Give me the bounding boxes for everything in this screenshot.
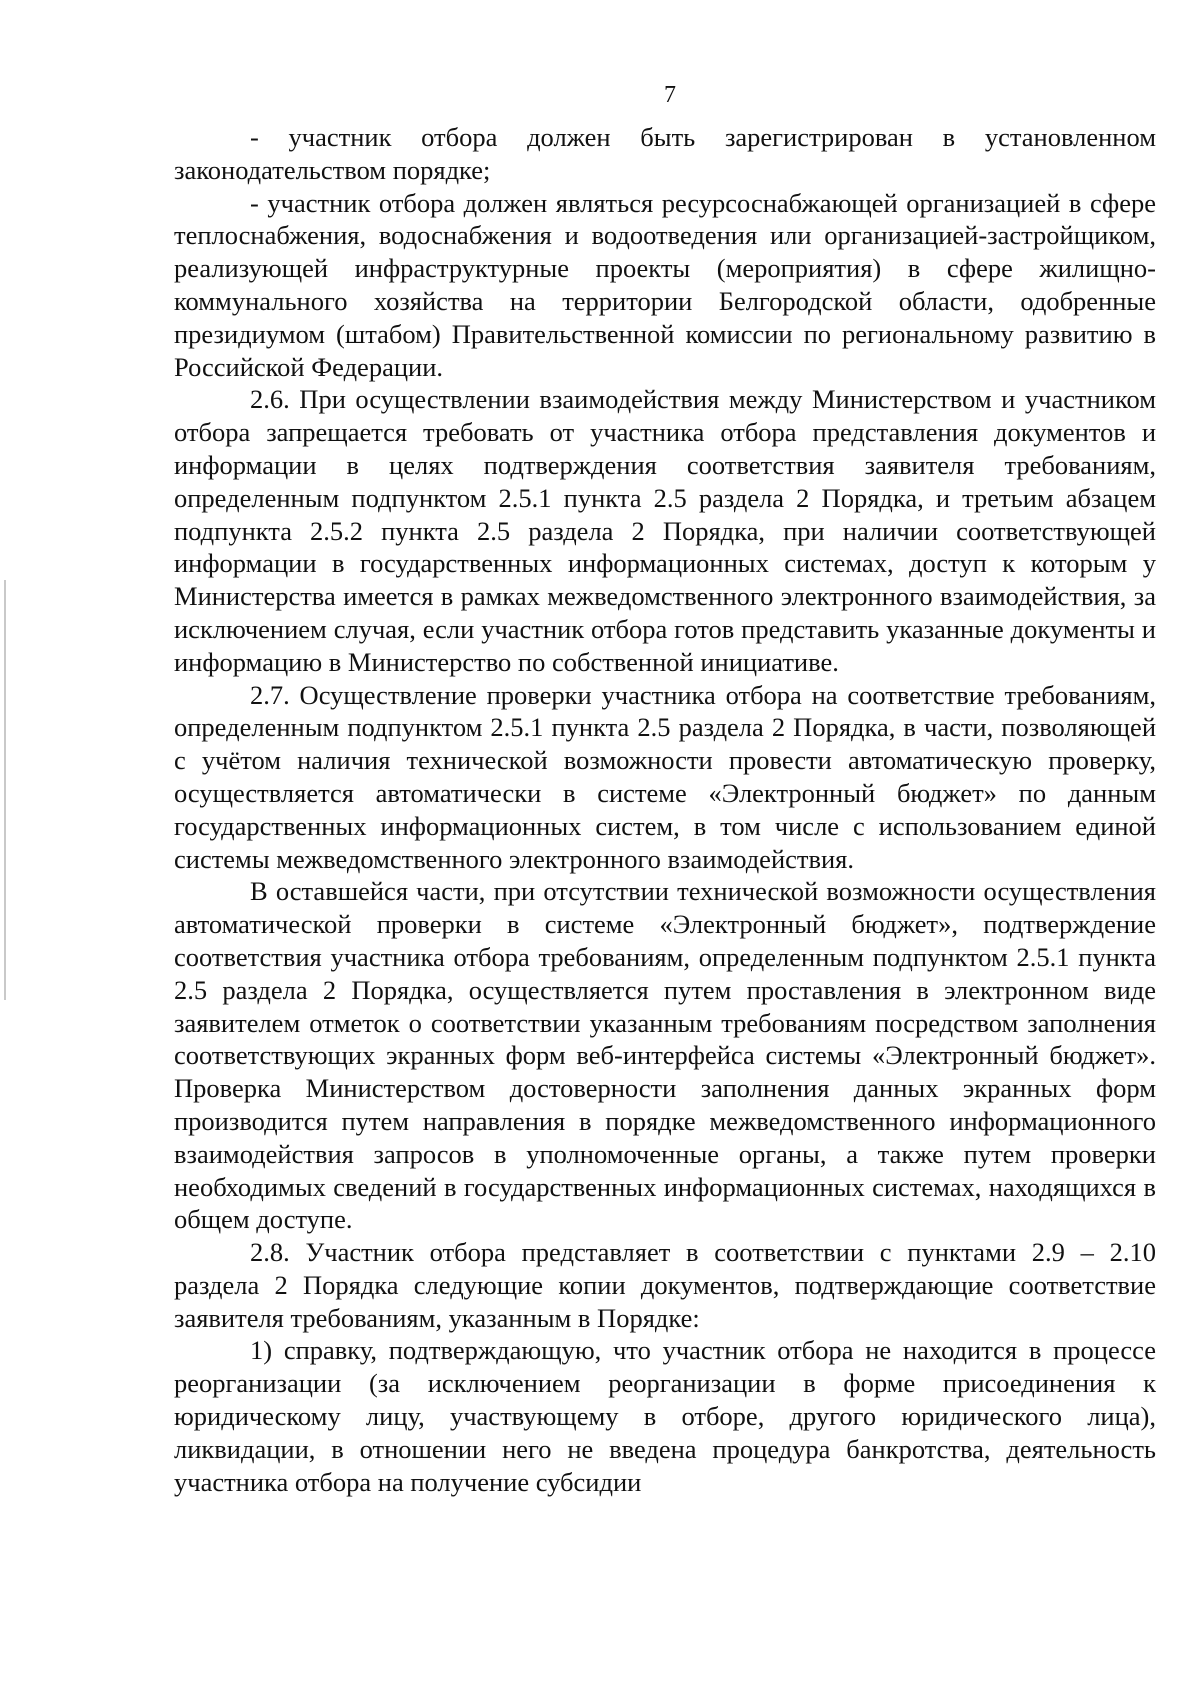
paragraph-certificate-item-1: 1) справку, подтверждающую, что участник отбора не находится в процессе реорганизации (за исключением реорганизации в форме присоединения к юридическому лицу, участвующему в отборе, другого юридического лица), ликвидации, в отношении него не введена процедура банкротства, деятельность участника отбора на получение субсидии: [174, 1335, 1156, 1497]
paragraph-remaining-part: В оставшейся части, при отсутствии технической возможности осуществления автоматической проверки в системе «Электронный бюджет», подтверждение соответствия участника отбора требованиям, определенным подпунктом 2.5.1 пункта 2.5 раздела 2 Порядка, осуществляется путем проставления в электронном виде заявителем отметок о соответствии указанным требованиям посредством заполнения соответствующих экранных форм веб-интерфейса системы «Электронный бюджет». Проверка Министерством достоверности заполнения данных экранных форм производится путем направления в порядке межведомственного информационного взаимодействия запросов в уполномоченные органы, а также путем проверки необходимых сведений в государственных информационных системах, находящихся в общем доступе.: [174, 876, 1156, 1235]
scan-edge-line: [4, 580, 6, 1000]
paragraph-2-7: 2.7. Осуществление проверки участника отбора на соответствие требованиям, определенным подпунктом 2.5.1 пункта 2.5 раздела 2 Порядка, в части, позволяющей с учётом наличия технической возможности провести автоматическую проверку, осуществляется автоматически в системе «Электронный бюджет» по данным государственных информационных систем, в том числе с использованием единой системы межведомственного электронного взаимодействия.: [174, 679, 1156, 874]
paragraph-organization-requirement: - участник отбора должен являться ресурсоснабжающей организацией в сфере теплоснабжения, водоснабжения и водоотведения или организацией-застройщиком, реализующей инфраструктурные проекты (мероприятия) в сфере жилищно-коммунального хозяйства на территории Белгородской области, одобренные президиумом (штабом) Правительственной комиссии по региональному развитию в Российской Федерации.: [174, 187, 1156, 382]
paragraph-2-8: 2.8. Участник отбора представляет в соответствии с пунктами 2.9 – 2.10 раздела 2 Порядка следующие копии документов, подтверждающие соответствие заявителя требованиям, указанным в Порядке:: [174, 1237, 1156, 1333]
document-body: [174, 121, 1156, 1498]
paragraph-2-6: 2.6. При осуществлении взаимодействия между Министерством и участником отбора запрещается требовать от участника отбора представления документов и информации в целях подтверждения соответствия заявителя требованиям, определенным подпунктом 2.5.1 пункта 2.5 раздела 2 Порядка, и третьим абзацем подпункта 2.5.2 пункта 2.5 раздела 2 Порядка, при наличии соответствующей информации в государственных информационных системах, доступ к которым у Министерства имеется в рамках межведомственного электронного взаимодействия, за исключением случая, если участник отбора готов представить указанные документы и информацию в Министерство по собственной инициативе.: [174, 384, 1156, 677]
page-number: 7: [664, 82, 676, 108]
paragraph-registration-requirement: - участник отбора должен быть зарегистрирован в установленном законодательством порядке;: [174, 122, 1156, 185]
